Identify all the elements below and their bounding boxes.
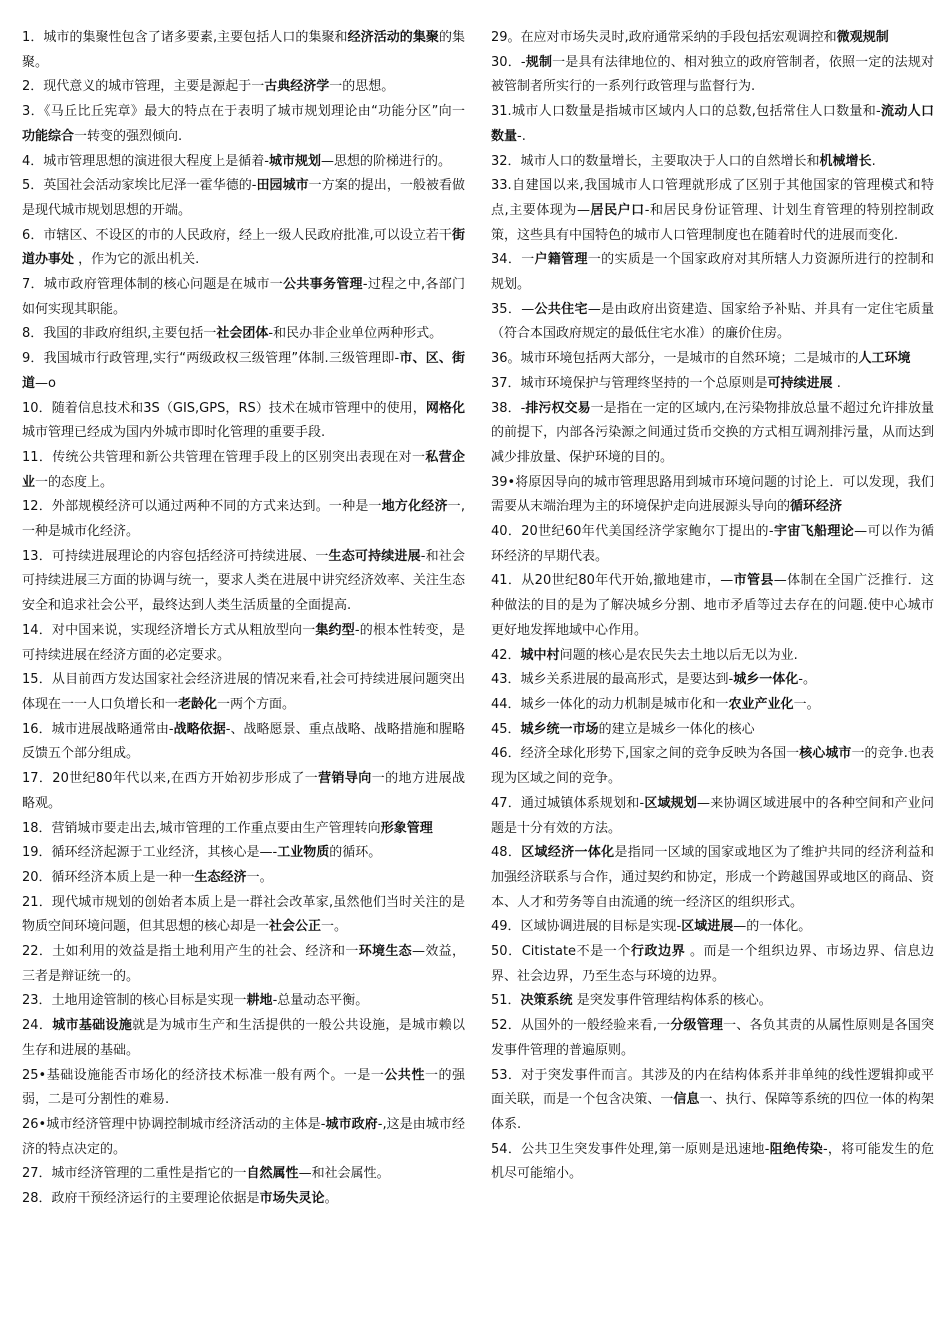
question-text: —的一体化。 bbox=[733, 919, 812, 935]
question-text: 42． bbox=[491, 647, 521, 663]
question-text: 31.城市人口数量是指城市区域内人口的总数,包括常住人口数量和- bbox=[491, 104, 881, 120]
question-text: —和社会属性。 bbox=[298, 1166, 390, 1182]
answer-term: 市管县 bbox=[733, 573, 774, 589]
answer-term: 城中村 bbox=[520, 647, 560, 663]
question-text: 2．现代意义的城市管理，主要是源起于一 bbox=[22, 79, 265, 95]
answer-term: 规制 bbox=[525, 54, 553, 70]
question-text: 9．我国城市行政管理,实行“两级政权三级管理”体制.三级管理即- bbox=[22, 351, 400, 367]
question-text: 46．经济全球化形势下,国家之间的竞争反映为各国一 bbox=[491, 746, 800, 762]
answer-term: 社会团体 bbox=[216, 326, 269, 342]
question-text: 10．随着信息技术和3S（GIS,GPS，RS）技术在城市管理中的使用， bbox=[22, 400, 426, 416]
question-text: 52．从国外的一般经验来看,一 bbox=[491, 1018, 671, 1034]
answer-term: 城乡一体化 bbox=[733, 672, 799, 688]
question-item bbox=[22, 866, 465, 891]
answer-term: 形象管理 bbox=[380, 820, 433, 836]
question-item bbox=[22, 397, 465, 446]
question-item bbox=[491, 841, 934, 915]
question-text: 的集聚。 bbox=[22, 30, 465, 70]
question-item bbox=[491, 940, 934, 989]
answer-term: 古典经济学 bbox=[264, 79, 330, 95]
question-text: 是指同一区域的国家或地区为了维护共同的经济利益和加强经济联系与合作，通过契约和协定，形成一个跨越国界或地区的商品、资本、人才和劳务等自由流通的统一经济区的组织形式。 bbox=[491, 845, 934, 910]
question-item bbox=[491, 644, 934, 669]
question-item bbox=[491, 742, 934, 791]
question-text: 1．城市的集聚性包含了诸多要素,主要包括人口的集聚和 bbox=[22, 30, 348, 45]
question-text: 28．政府干预经济运行的主要理论依据是 bbox=[22, 1191, 260, 1207]
answer-term: 农业产业化 bbox=[728, 696, 794, 712]
question-text: 40．20世纪60年代美国经济学家鲍尔丁提出的- bbox=[491, 524, 774, 540]
question-item bbox=[22, 989, 465, 1014]
answer-term: 微观规制 bbox=[836, 30, 889, 45]
question-item bbox=[22, 1187, 465, 1212]
question-item bbox=[22, 1064, 465, 1113]
answer-term: 居民户口 bbox=[589, 202, 645, 218]
question-text: 一是指在一定的区域内,在污染物排放总量不超过允许排放量的前提下，内部各污染源之间通过货币交换的方式相互调剂排污量，从而达到减少排放量、保护环境的目的。 bbox=[491, 400, 934, 465]
question-item bbox=[22, 174, 465, 223]
question-text: -的根本性转变，是可持续进展在经济方面的必定要求。 bbox=[22, 622, 465, 663]
question-item bbox=[22, 75, 465, 100]
answer-term: 分级管理 bbox=[670, 1018, 724, 1034]
answer-term: 街道办事处 bbox=[22, 227, 465, 268]
answer-term: 工业物质 bbox=[277, 845, 330, 861]
question-item bbox=[22, 619, 465, 668]
answer-term: 城市规划 bbox=[268, 153, 321, 169]
answer-term: 机械增长 bbox=[819, 153, 872, 169]
question-item bbox=[491, 520, 934, 569]
question-item bbox=[491, 792, 934, 841]
answer-term: 区域经济一体化 bbox=[521, 845, 615, 861]
question-item bbox=[491, 668, 934, 693]
question-text: 38．- bbox=[491, 400, 526, 416]
question-item bbox=[491, 1014, 934, 1063]
question-item bbox=[491, 100, 934, 149]
answer-term: 宇宙飞船理论 bbox=[773, 524, 855, 540]
question-text: 8．我国的非政府组织,主要包括一 bbox=[22, 326, 217, 342]
question-text: 36。城市环境包括两大部分，一是城市的自然环境；二是城市的 bbox=[491, 351, 859, 367]
question-text: 一,一种是城市化经济。 bbox=[22, 499, 465, 540]
question-item bbox=[491, 693, 934, 718]
question-text: -，将可能发生的危机尽可能缩小。 bbox=[491, 1141, 934, 1182]
question-item bbox=[22, 1162, 465, 1187]
question-text: 4．城市管理思想的演进很大程度上是循着- bbox=[22, 153, 269, 169]
question-text: 51． bbox=[491, 993, 521, 1009]
question-item bbox=[491, 26, 934, 51]
question-item bbox=[22, 495, 465, 544]
question-text: 就是为城市生产和生活提供的一般公共设施，是城市赖以生存和进展的基础。 bbox=[22, 1018, 465, 1058]
question-text: 一是具有法律地位的、相对独立的政府管制者，依照一定的法规对被管制者所实行的一系列行政管理与监督行为. bbox=[491, 54, 934, 95]
question-text: —思想的阶梯进行的。 bbox=[320, 153, 451, 169]
question-item bbox=[22, 891, 465, 940]
question-text: —o bbox=[35, 375, 56, 391]
question-item bbox=[491, 1064, 934, 1138]
question-item bbox=[491, 471, 934, 520]
answer-term: 集约型 bbox=[315, 622, 355, 638]
question-text: 一方案的提出，一般被看做是现代城市规划思想的开端。 bbox=[22, 178, 465, 218]
question-item bbox=[22, 100, 465, 149]
question-text: 5．英国社会活动家埃比尼泽一霍华德的- bbox=[22, 178, 257, 194]
question-item bbox=[22, 1014, 465, 1063]
question-text: -、战略愿景、重点战略、战略措施和腥略反馈五个部分组成。 bbox=[22, 721, 465, 762]
answer-term: 城乡统一市场 bbox=[520, 721, 599, 737]
answer-term: 自然属性 bbox=[246, 1166, 299, 1182]
answer-term: 流动人口数量 bbox=[491, 104, 934, 144]
question-text: —效益，三者是辩证统一的。 bbox=[22, 944, 465, 984]
answer-term: 循环经济 bbox=[790, 499, 843, 515]
question-text: 18．营销城市要走出去,城市管理的工作重点要由生产管理转向 bbox=[22, 820, 381, 836]
question-item bbox=[491, 1138, 934, 1187]
question-text: 一的竞争.也表现为区域之间的竞争。 bbox=[491, 746, 934, 787]
question-text: 37．城市环境保护与管理终坚持的一个总原则是 bbox=[491, 375, 768, 391]
question-item bbox=[22, 150, 465, 175]
left-column bbox=[22, 26, 465, 1344]
question-item bbox=[22, 668, 465, 717]
question-item bbox=[22, 767, 465, 816]
answer-term: 网格化 bbox=[425, 400, 465, 416]
answer-term: 公共事务管理 bbox=[283, 277, 363, 293]
answer-term: 阻绝传染 bbox=[769, 1141, 823, 1157]
question-item bbox=[22, 545, 465, 619]
question-item bbox=[491, 989, 934, 1014]
answer-term: 社会公正 bbox=[269, 919, 322, 935]
question-text: 33.自建国以来,我国城市人口管理就形成了区别于其他国家的管理模式和特点,主要体现为— bbox=[491, 178, 934, 218]
answer-term: 决策系统 bbox=[520, 993, 573, 1009]
question-text: 43．城乡关系进展的最高形式，是要达到- bbox=[491, 672, 734, 688]
question-text: 25•基础设施能否市场化的经济技术标准一般有两个。一是一 bbox=[22, 1067, 385, 1083]
answer-term: 私营企业 bbox=[22, 449, 465, 490]
answer-term: 经济活动的集聚 bbox=[347, 30, 439, 45]
question-item bbox=[491, 51, 934, 100]
question-item bbox=[491, 372, 934, 397]
question-text: -过程之中,各部门如何实现其职能。 bbox=[22, 277, 465, 317]
question-text: 13．可持续进展理论的内容包括经济可持续进展、一 bbox=[22, 548, 329, 564]
answer-term: 田园城市 bbox=[256, 178, 309, 194]
question-text: 3．《马丘比丘宪章》最大的特点在于表明了城市规划理论由“功能分区”向一 bbox=[22, 104, 465, 120]
question-text: 一的思想。 bbox=[329, 79, 395, 95]
question-text: 27．城市经济管理的二重性是指它的一 bbox=[22, 1166, 247, 1182]
question-item bbox=[22, 347, 465, 396]
answer-term: 老龄化 bbox=[178, 696, 218, 712]
question-text: 48． bbox=[491, 845, 522, 861]
question-text: 39•将原因导向的城市管理思路用到城市环境问题的讨论上．可以发现，我们需要从末端治理为主的环境保护走向进展源头导向的 bbox=[491, 474, 934, 515]
question-text: 41．从20世纪80年代开始,撤地建市，— bbox=[491, 573, 734, 589]
question-text: 22．土如利用的效益是指土地利用产生的社会、经济和一 bbox=[22, 944, 359, 960]
answer-term: 地方化经济 bbox=[381, 499, 448, 515]
question-text: 23．土地用途管制的核心目标是实现一 bbox=[22, 993, 247, 1009]
question-text: 的循环。 bbox=[329, 845, 382, 861]
question-item bbox=[491, 397, 934, 471]
answer-term: 人工环境 bbox=[858, 351, 911, 367]
answer-term: 生态可持续进展 bbox=[328, 548, 421, 564]
question-item bbox=[22, 224, 465, 273]
question-item bbox=[491, 298, 934, 347]
question-text: 16．城市进展战略通常由- bbox=[22, 721, 174, 737]
question-text: 一的地方进展战略观。 bbox=[22, 771, 465, 811]
question-item bbox=[22, 718, 465, 767]
question-text: -. bbox=[517, 128, 526, 144]
question-text: 的建立是城乡一体化的核心 bbox=[598, 721, 755, 737]
question-text: -。 bbox=[798, 672, 816, 688]
answer-term: 户籍管理 bbox=[534, 252, 588, 268]
question-text: -,这是由城市经济的特点决定的。 bbox=[22, 1116, 465, 1157]
question-item bbox=[491, 569, 934, 643]
question-text: 一、执行、保障等系统的四位一体的构架体系. bbox=[491, 1092, 934, 1132]
answer-term: 市、区、街道 bbox=[22, 351, 465, 391]
question-text: 21．现代城市规划的创始者本质上是一群社会改革家,虽然他们当时关注的是物质空间环境问题，但其思想的核心却是一 bbox=[22, 894, 465, 935]
question-text: 是突发事件管理结构体系的核心。 bbox=[572, 993, 772, 1009]
question-item bbox=[491, 174, 934, 248]
question-text: 50．Citistate不是一个 bbox=[491, 944, 631, 960]
question-text: —体制在全国广泛推行．这种做法的目的是为了解决城乡分割、地市矛盾等过去存在的问题.使中心城市更好地发挥地域中心作用。 bbox=[491, 573, 934, 638]
question-text: 49．区域协调进展的目标是实现- bbox=[491, 919, 682, 935]
question-text: 。 bbox=[324, 1191, 338, 1207]
question-text: 17．20世纪80年代以来,在西方开始初步形成了一 bbox=[22, 771, 319, 787]
question-text: 城市管理已经成为国内外城市即时化管理的重要手段. bbox=[22, 425, 326, 441]
question-text: 44．城乡一体化的动力机制是城市化和一 bbox=[491, 696, 729, 712]
answer-term: 可持续进展 bbox=[767, 375, 833, 391]
question-text: 26•城市经济管理中协调控制城市经济活动的主体是- bbox=[22, 1116, 326, 1132]
question-text: 一的实质是一个国家政府对其所辖人力资源所进行的控制和规划。 bbox=[491, 252, 934, 293]
question-text: 7．城市政府管理体制的核心问题是在城市一 bbox=[22, 277, 284, 293]
question-text: 45． bbox=[491, 721, 521, 737]
question-item bbox=[491, 915, 934, 940]
answer-term: 公共性 bbox=[384, 1067, 425, 1083]
answer-term: 排污权交易 bbox=[525, 400, 591, 416]
question-text: 一。 bbox=[246, 869, 273, 885]
question-text: 20．循环经济本质上是一种一 bbox=[22, 869, 195, 885]
question-text: 15．从目前西方发达国家社会经济进展的情况来看,社会可持续进展问题突出体现在一一人口负增长和一 bbox=[22, 672, 465, 712]
question-item bbox=[491, 248, 934, 297]
right-column bbox=[491, 26, 934, 1344]
question-item bbox=[22, 940, 465, 989]
question-text: 问题的核心是农民失去土地以后无以为业. bbox=[559, 647, 798, 663]
question-text: 一两个方面。 bbox=[217, 696, 296, 712]
question-text: —来协调区域进展中的各种空间和产业问题是十分有效的方法。 bbox=[491, 795, 934, 836]
question-text: 一、各负其责的从属性原则是各国突发事件管理的普遍原则。 bbox=[491, 1018, 934, 1058]
question-text: . bbox=[871, 153, 876, 169]
answer-term: 核心城市 bbox=[799, 746, 852, 762]
question-text: 35．— bbox=[491, 301, 535, 317]
answer-term: 区域规划 bbox=[644, 795, 698, 811]
answer-term: 营销导向 bbox=[318, 771, 372, 787]
answer-term: 耕地 bbox=[246, 993, 273, 1009]
question-text: —可以作为循环经济的早期代表。 bbox=[491, 524, 934, 564]
question-item bbox=[22, 817, 465, 842]
question-text: 53．对于突发事件而言。其涉及的内在结构体系并非单纯的线性逻辑抑或平面关联，而是一个包含决策、一 bbox=[491, 1067, 934, 1108]
answer-term: 功能综合 bbox=[22, 128, 75, 144]
question-text: 一。 bbox=[321, 919, 348, 935]
question-text: 32．城市人口的数量增长，主要取决于人口的自然增长和 bbox=[491, 153, 820, 169]
question-text: 14．对中国来说，实现经济增长方式从粗放型向一 bbox=[22, 622, 316, 638]
answer-term: 信息 bbox=[673, 1092, 700, 1108]
question-item bbox=[22, 841, 465, 866]
question-text: 29。在应对市场失灵时,政府通常采纳的手段包括宏观调控和 bbox=[491, 30, 837, 45]
question-text: —是由政府出资建造、国家给予补贴、并具有一定住宅质量（符合本国政府规定的最低住宅水准）的廉价住房。 bbox=[491, 301, 934, 342]
question-text: 24． bbox=[22, 1018, 53, 1034]
question-text: -和居民身份证管理、计划生育管理的特别控制政策，这些具有中国特色的城市人口管理制度也在随着时代的进展而变化. bbox=[491, 202, 934, 243]
question-text: 一的强弱，二是可分割性的难易. bbox=[22, 1067, 465, 1108]
question-item bbox=[491, 150, 934, 175]
question-text: 11．传统公共管理和新公共管理在管理手段上的区别突出表现在对一 bbox=[22, 449, 426, 465]
question-item bbox=[22, 446, 465, 495]
question-text: ，作为它的派出机关. bbox=[74, 252, 200, 268]
answer-term: 战略依据 bbox=[173, 721, 226, 737]
question-text: 34．一 bbox=[491, 252, 535, 268]
question-text: 47．通过城镇体系规划和- bbox=[491, 795, 645, 811]
answer-term: 行政边界 bbox=[630, 944, 686, 960]
answer-term: 公共住宅 bbox=[534, 301, 588, 317]
answer-term: 环境生态 bbox=[358, 944, 412, 960]
question-text: 。而是一个组织边界、市场边界、信息边界、社会边界，乃至生态与环境的边界。 bbox=[491, 944, 934, 984]
question-text: . bbox=[832, 375, 841, 391]
question-text: 一的态度上。 bbox=[35, 474, 114, 490]
question-item bbox=[491, 718, 934, 743]
answer-term: 市场失灵论 bbox=[259, 1191, 325, 1207]
question-text: -总量动态平衡。 bbox=[272, 993, 369, 1009]
question-text: 19．循环经济起源于工业经济，其核心是—- bbox=[22, 845, 278, 861]
question-item bbox=[22, 273, 465, 322]
answer-term: 生态经济 bbox=[194, 869, 247, 885]
question-text: 12．外部规模经济可以通过两种不同的方式来达到。一种是一 bbox=[22, 499, 382, 515]
question-text: -和民办非企业单位两种形式。 bbox=[268, 326, 443, 342]
question-text: 30．- bbox=[491, 54, 526, 70]
question-item bbox=[491, 347, 934, 372]
question-text: -和社会可持续进展三方面的协调与统一，要求人类在进展中讲究经济效率、关注生态安全和追求社会公平，最终达到人类生活质量的全面提高. bbox=[22, 548, 465, 614]
question-item bbox=[22, 322, 465, 347]
answer-term: 城市政府 bbox=[325, 1116, 378, 1132]
question-text: 一。 bbox=[793, 696, 820, 712]
question-text: 一转变的强烈倾向. bbox=[74, 128, 183, 144]
question-item bbox=[22, 1113, 465, 1162]
question-text: 54．公共卫生突发事件处理,第一原则是迅速地- bbox=[491, 1141, 770, 1157]
question-item bbox=[22, 26, 465, 75]
answer-term: 区域进展 bbox=[681, 919, 734, 935]
answer-term: 城市基础设施 bbox=[52, 1018, 133, 1034]
question-text: 6．市辖区、不设区的市的人民政府，经上一级人民政府批准,可以设立若干 bbox=[22, 227, 452, 243]
